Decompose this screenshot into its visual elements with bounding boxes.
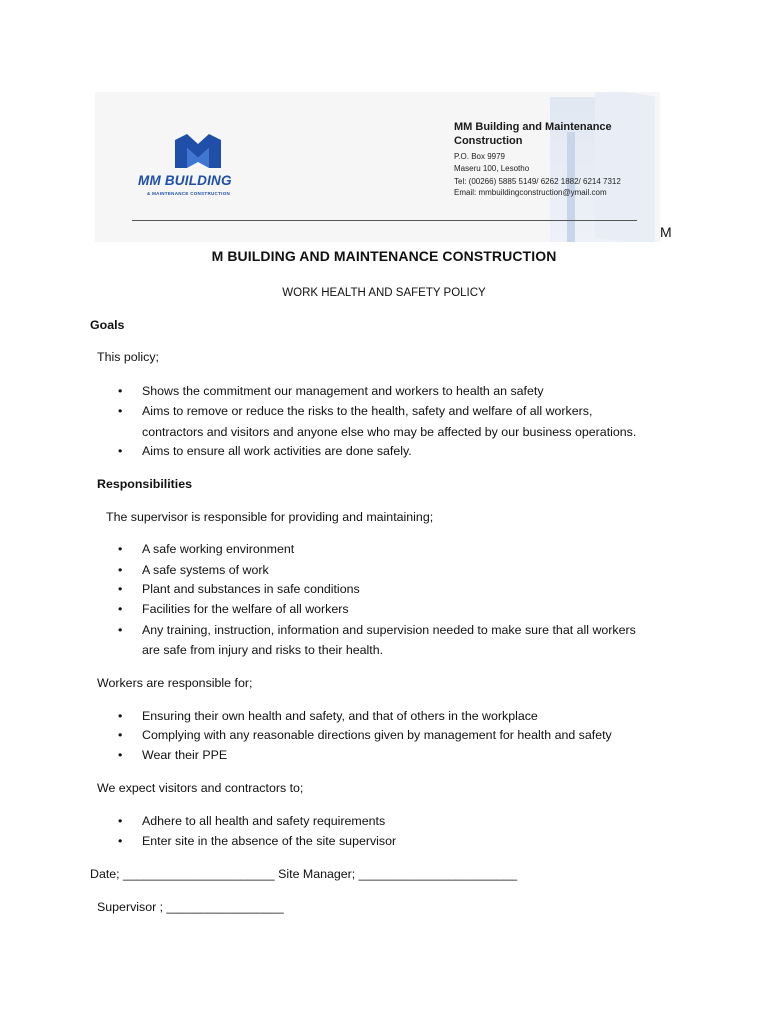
list-item-text: Aims to ensure all work activities are done safely. [142, 444, 412, 458]
bullet-icon: • [118, 834, 123, 848]
page-subtitle: WORK HEALTH AND SAFETY POLICY [282, 287, 486, 299]
list-item-text: Complying with any reasonable directions given by management for health and safety [142, 728, 612, 742]
list-item [0, 384, 768, 400]
list-item-continuation [0, 643, 768, 659]
list-item [0, 748, 768, 764]
list-item [0, 709, 768, 725]
list-item-text: Wear their PPE [142, 748, 228, 762]
signature-line-date-manager: Date; ______________________ Site Manager; _______________________ [90, 867, 518, 881]
list-item-text: contractors and visitors and anyone else who may be affected by our business operations. [142, 425, 637, 439]
bullet-icon: • [118, 582, 123, 596]
letterhead [95, 92, 660, 242]
workers-intro: Workers are responsible for; [97, 676, 253, 690]
responsibilities-heading: Responsibilities [97, 477, 193, 491]
list-item-text: Any training, instruction, information and supervision needed to make sure that all workers [142, 623, 636, 637]
list-item [0, 542, 768, 558]
company-logo-icon [173, 134, 223, 170]
list-item [0, 602, 768, 618]
list-item [0, 582, 768, 598]
letterhead-divider [132, 220, 637, 221]
list-item [0, 728, 768, 744]
list-item-text: Adhere to all health and safety requirements [142, 814, 386, 828]
list-item-text: Enter site in the absence of the site supervisor [142, 834, 397, 848]
bullet-icon: • [118, 709, 123, 723]
list-item-text: are safe from injury and risks to their health. [142, 643, 384, 657]
company-name: MM Building and Maintenance Construction [454, 121, 612, 147]
supervisor-intro: The supervisor is responsible for providing and maintaining; [106, 510, 434, 524]
bullet-icon: • [118, 444, 123, 458]
list-item [0, 814, 768, 830]
bullet-icon: • [118, 814, 123, 828]
list-item [0, 623, 768, 639]
list-item-continuation [0, 425, 768, 441]
list-item [0, 404, 768, 420]
bullet-icon: • [118, 748, 123, 762]
email-line: Email: mmbuildingconstruction@ymail.com [454, 188, 607, 197]
bullet-icon: • [118, 384, 123, 398]
bullet-icon: • [118, 728, 123, 742]
corner-mark: M [660, 224, 672, 240]
logo-name: MM BUILDING [138, 173, 232, 188]
bullet-icon: • [118, 563, 123, 577]
bullet-icon: • [118, 542, 123, 556]
address-line: P.O. Box 9979 [454, 152, 505, 161]
letterhead-decoration [567, 132, 575, 242]
list-item-text: A safe working environment [142, 542, 295, 556]
bullet-icon: • [118, 623, 123, 637]
address-line: Maseru 100, Lesotho [454, 164, 530, 173]
list-item-text: Shows the commitment our management and workers to health an safety [142, 384, 544, 398]
list-item-text: Facilities for the welfare of all workers [142, 602, 349, 616]
page-title: M BUILDING AND MAINTENANCE CONSTRUCTION [211, 248, 557, 264]
bullet-icon: • [118, 404, 123, 418]
list-item [0, 834, 768, 850]
list-item-text: Aims to remove or reduce the risks to the health, safety and welfare of all workers, [142, 404, 593, 418]
list-item [0, 563, 768, 579]
list-item-text: A safe systems of work [142, 563, 269, 577]
list-item [0, 444, 768, 460]
phone-line: Tel: (00266) 5885 5149/ 6262 1882/ 6214 7312 [454, 177, 621, 186]
list-item-text: Ensuring their own health and safety, and that of others in the workplace [142, 709, 538, 723]
visitors-intro: We expect visitors and contractors to; [97, 781, 304, 795]
list-item-text: Plant and substances in safe conditions [142, 582, 360, 596]
logo-tagline: & MAINTENANCE CONSTRUCTION [147, 191, 231, 196]
signature-line-supervisor: Supervisor ; _________________ [97, 900, 284, 914]
goals-intro: This policy; [97, 350, 159, 364]
bullet-icon: • [118, 602, 123, 616]
goals-heading: Goals [90, 318, 125, 332]
